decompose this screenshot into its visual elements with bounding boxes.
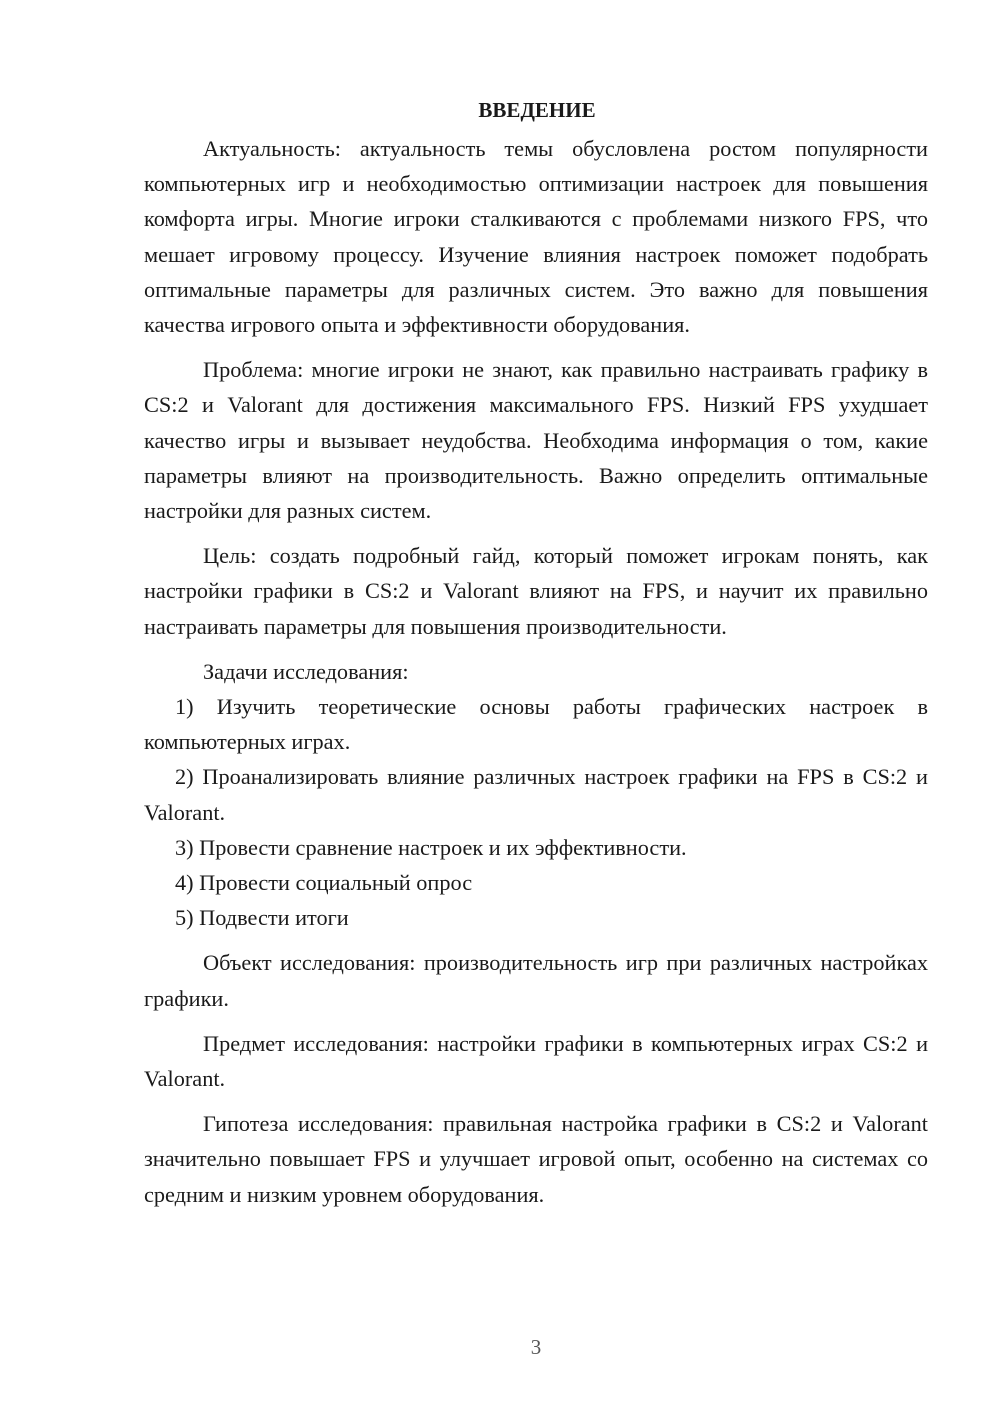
list-item: 5) Подвести итоги [175,905,349,931]
tasks-title: Задачи исследования: [203,658,409,684]
page-body [144,91,928,1212]
list-item: 3) Провести сравнение настроек и их эффективности. [175,834,687,860]
paragraph-object: Объект исследования: производительность игр при различных настройках графики. [144,950,928,1011]
list-item: 1) Изучить теоретические основы работы графических настроек в компьютерных играх. [144,694,928,755]
paragraph-hypothesis: Гипотеза исследования: правильная настройка графики в CS:2 и Valorant значительно повышает FPS и улучшает игровой опыт, особенно на системах со средним и низким уровнем оборудования. [144,1111,928,1207]
paragraph-goal: Цель: создать подробный гайд, который поможет игрокам понять, как настройки графики в CS:2 и Valorant влияют на FPS, и научит их правильно настраивать параметры для повышения производительности. [144,543,928,639]
page-title: ВВЕДЕНИЕ [478,98,596,122]
page-number: 3 [530,1335,542,1359]
paragraph-problem: Проблема: многие игроки не знают, как правильно настраивать графику в CS:2 и Valorant для достижения максимального FPS. Низкий FPS ухудшает качество игры и вызывает неудобства. Необходима информация о том, какие параметры влияют на производительность. Важно определить оптимальные настройки для разных систем. [144,357,928,524]
list-item: 4) Провести социальный опрос [175,870,473,896]
list-item: 2) Проанализировать влияние различных настроек графики на FPS в CS:2 и Valorant. [144,764,928,825]
tasks-list [144,689,928,935]
paragraph-relevance: Актуальность: актуальность темы обусловлена ростом популярности компьютерных игр и необходимостью оптимизации настроек для повышения комфорта игры. Многие игроки сталкиваются с проблемами низкого FPS, что мешает игровому процессу. Изучение влияния настроек поможет подобрать оптимальные параметры для различных систем. Это важно для повышения качества игрового опыта и эффективности оборудования. [144,136,928,338]
paragraph-subject: Предмет исследования: настройки графики в компьютерных играх CS:2 и Valorant. [144,1030,928,1092]
